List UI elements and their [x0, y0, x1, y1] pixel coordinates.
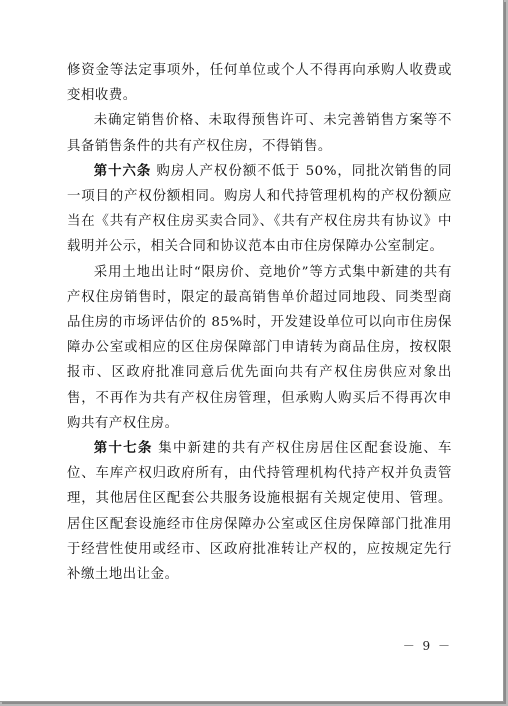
- paragraph-text: 购房人产权份额不低于 50%，同批次销售的同一项目的产权份额相同。购房人和代持管理机构的产权份额应当在《共有产权住房买卖合同》、《共有产权住房共有协议》中载明并公示，相关合同和协议范本由市住房保障办公室制定。: [67, 163, 452, 255]
- paragraph-text: 修资金等法定事项外，任何单位或个人不得再向承购人收费或变相收费。: [67, 63, 452, 104]
- paragraph-1: [67, 58, 452, 108]
- paragraph-text: 集中新建的共有产权住房居住区配套设施、车位、车库产权归政府所有，由代持管理机构代持产权并负责管理，其他居住区配套公共服务设施根据有关规定使用、管理。居住区配套设施经市住房保障办公室或区住房保障部门批准用于经营性使用或经市、区政府批准转让产权的，应按规定先行补缴土地出让金。: [67, 441, 452, 583]
- paragraph-4: [67, 260, 452, 436]
- document-body: [67, 58, 452, 587]
- article-heading: 第十七条: [93, 440, 153, 457]
- article-heading: 第十六条: [93, 162, 152, 179]
- paragraph-text: 采用土地出让时“限房价、竞地价”等方式集中新建的共有产权住房销售时，限定的最高销售单价超过同地段、同类型商品住房的市场评估价的 85%时，开发建设单位可以向市住房保障办公室或相应的区住房保障部门申请转为商品住房，按权限报市、区政府批准同意后优先面向共有产权住房供应对象出售，不再作为共有产权住房管理，但承购人购买后不得再次申购共有产权住房。: [67, 264, 452, 431]
- paragraph-2: [67, 108, 452, 158]
- paragraph-text: 未确定销售价格、未取得预售许可、未完善销售方案等不具备销售条件的共有产权住房，不得销售。: [67, 113, 452, 154]
- paragraph-article-17: [67, 436, 452, 587]
- page-number: － 9 －: [402, 639, 452, 653]
- paragraph-article-16: [67, 159, 452, 260]
